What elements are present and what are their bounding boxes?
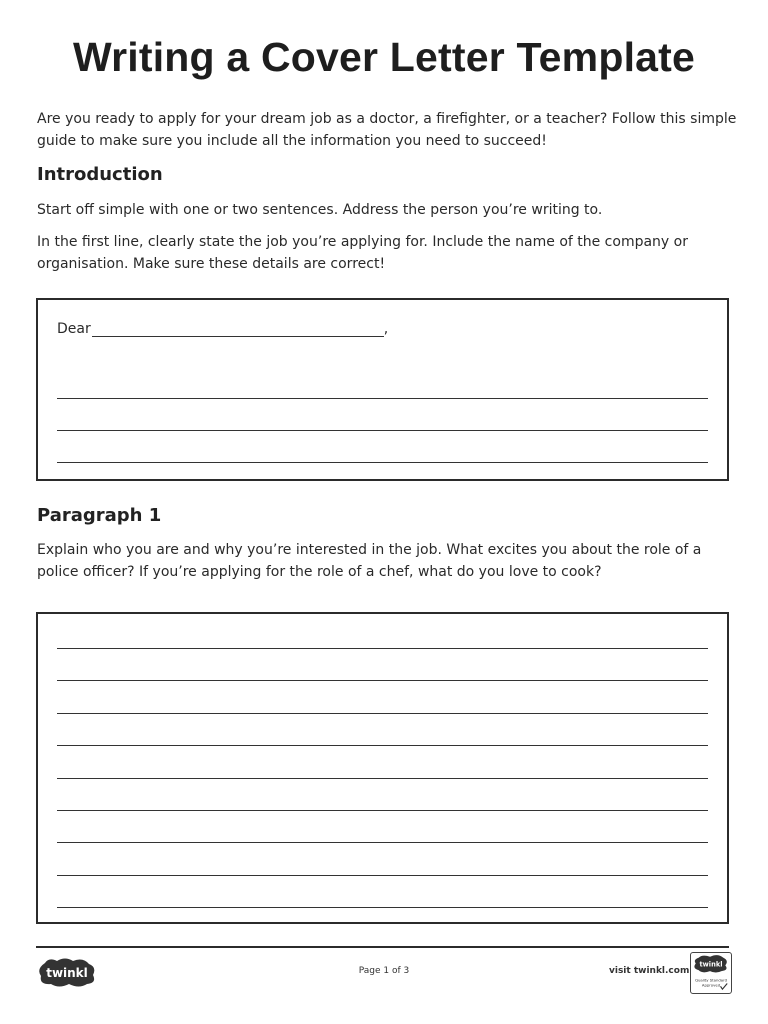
writing-line[interactable] bbox=[57, 810, 708, 811]
paragraph-1-heading: Paragraph 1 bbox=[37, 505, 162, 526]
writing-line[interactable] bbox=[57, 875, 708, 876]
writing-line[interactable] bbox=[57, 680, 708, 681]
writing-line[interactable] bbox=[57, 842, 708, 843]
badge-brand: twinkl bbox=[699, 960, 723, 969]
salutation-comma: , bbox=[383, 321, 389, 337]
page-number: Page 1 of 3 bbox=[358, 966, 410, 976]
introduction-heading: Introduction bbox=[37, 164, 163, 185]
paragraph-1-writing-box[interactable] bbox=[36, 612, 729, 924]
writing-line[interactable] bbox=[57, 713, 708, 714]
paragraph-1-instructions: Explain who you are and why you’re interested in the job. What excites you about the role of a police officer? If you’re applying for the role of a chef, what do you love to cook? bbox=[37, 542, 702, 580]
writing-line[interactable] bbox=[57, 907, 708, 908]
badge-text-line-2: Approved bbox=[701, 982, 721, 988]
salutation-label: Dear bbox=[57, 321, 91, 337]
logo-wordmark: twinkl bbox=[46, 966, 88, 980]
recipient-name-blank[interactable] bbox=[92, 320, 384, 337]
salutation-line[interactable] bbox=[57, 320, 388, 337]
writing-line[interactable] bbox=[57, 430, 708, 431]
introduction-paragraph-1: Start off simple with one or two sentences. Address the person you’re writing to. bbox=[37, 202, 603, 218]
page-title: Writing a Cover Letter Template bbox=[72, 34, 696, 80]
intro-text: Are you ready to apply for your dream job as a doctor, a firefighter, or a teacher? Follow this simple guide to make sure you include all the information you need to succeed! bbox=[37, 111, 737, 149]
visit-link[interactable]: visit twinkl.com bbox=[609, 966, 690, 976]
writing-line[interactable] bbox=[57, 648, 708, 649]
writing-line[interactable] bbox=[57, 778, 708, 779]
footer-divider bbox=[36, 946, 729, 948]
writing-line[interactable] bbox=[57, 745, 708, 746]
quality-badge-icon bbox=[690, 952, 732, 994]
introduction-writing-box[interactable] bbox=[36, 298, 729, 481]
writing-line[interactable] bbox=[57, 462, 708, 463]
introduction-paragraph-2: In the first line, clearly state the job you’re applying for. Include the name of the company or organisation. Make sure these details are correct! bbox=[37, 234, 688, 272]
writing-line[interactable] bbox=[57, 398, 708, 399]
badge-text-line-1: Quality Standard bbox=[694, 977, 728, 983]
